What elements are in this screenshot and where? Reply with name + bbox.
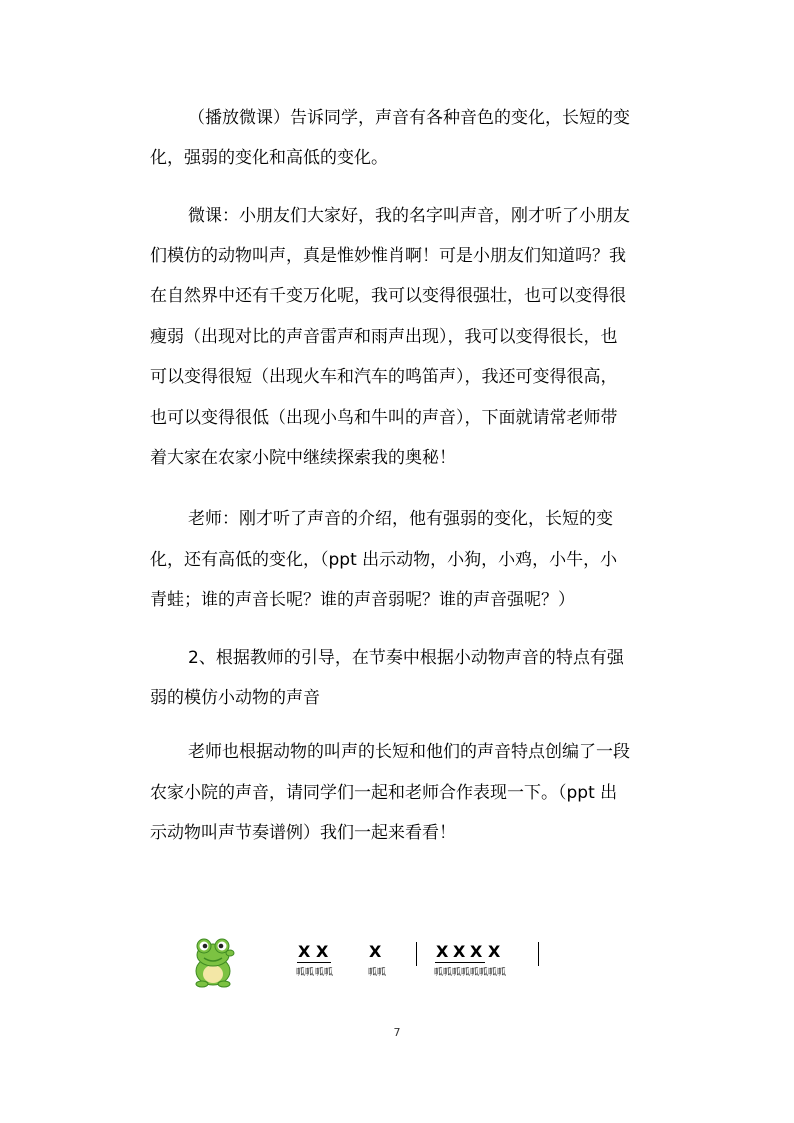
syllable: 呱呱 [296, 968, 315, 978]
text-line: 农家小院的声音，请同学们一起和老师合作表现一下。（ppt 出 [150, 783, 618, 803]
text-line: 微课：小朋友们大家好，我的名字叫声音，刚才听了小朋友 [188, 206, 630, 226]
syllable: 呱呱 [434, 968, 453, 978]
text-line: 瘦弱（出现对比的声音雷声和雨声出现），我可以变得很长，也 [150, 327, 618, 347]
text-line: 可以变得很短（出现火车和汽车的鸣笛声），我还可变得很高， [150, 367, 618, 387]
text-line: 在自然界中还有千变万化呢，我可以变得很强壮，也可以变得很 [150, 286, 626, 306]
text-line: （播放微课）告诉同学，声音有各种音色的变化，长短的变 [188, 108, 630, 128]
rhythm-notation [150, 925, 670, 995]
text-line: 示动物叫声节奏谱例）我们一起来看看！ [150, 823, 456, 843]
frog-icon [185, 933, 241, 989]
text-line: 也可以变得很低（出现小鸟和牛叫的声音），下面就请常老师带 [150, 408, 618, 428]
note-x: X [369, 942, 382, 961]
note-x: X [470, 942, 483, 961]
text-line: 化，强弱的变化和高低的变化。 [150, 148, 388, 168]
syllable: 呱呱 [368, 968, 387, 978]
syllable: 呱呱 [470, 968, 489, 978]
text-line: 老师：刚才听了声音的介绍，他有强弱的变化，长短的变 [188, 509, 613, 529]
beam-line [297, 962, 331, 963]
note-x: X [436, 942, 449, 961]
text-line: 老师也根据动物的叫声的长短和他们的声音特点创编了一段 [188, 742, 630, 762]
text-line: 2、根据教师的引导，在节奏中根据小动物声音的特点有强 [188, 648, 624, 668]
syllable: 呱呱 [315, 968, 334, 978]
syllable: 呱呱 [488, 968, 507, 978]
text-line: 化，还有高低的变化，（ppt 出示动物，小狗，小鸡，小牛，小 [150, 550, 618, 570]
note-x: X [316, 942, 329, 961]
note-x: X [298, 942, 311, 961]
syllable: 呱呱 [452, 968, 471, 978]
text-line: 着大家在农家小院中继续探索我的奥秘！ [150, 448, 456, 468]
barline [538, 942, 539, 966]
note-x: X [488, 942, 501, 961]
text-line: 们模仿的动物叫声，真是惟妙惟肖啊！可是小朋友们知道吗？我 [150, 246, 626, 266]
text-line: 青蛙；谁的声音长呢？谁的声音弱呢？谁的声音强呢？） [150, 590, 575, 610]
note-x: X [453, 942, 466, 961]
barline [416, 942, 417, 966]
page-number: 7 [393, 1026, 401, 1039]
text-line: 弱的模仿小动物的声音 [150, 688, 320, 708]
beam-line [435, 962, 485, 963]
